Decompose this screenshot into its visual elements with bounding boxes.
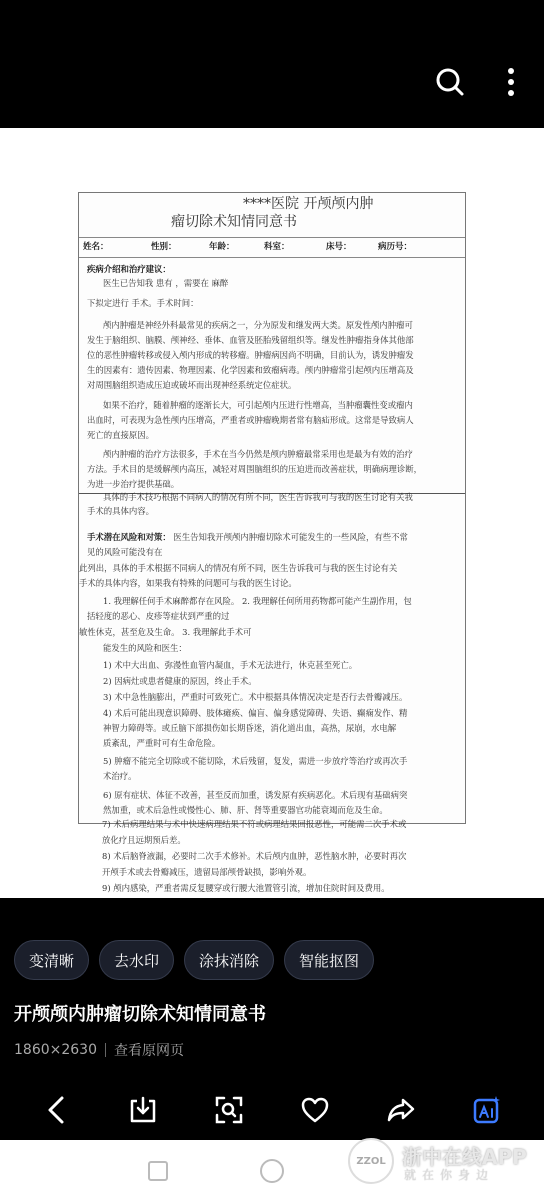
risk-item: 4) 术后可能出现意识障碍、肢体瘫痪、偏盲、偏身感觉障碍、失语、癫痫发作、精	[103, 708, 408, 718]
doc-line: 如果不治疗，随着肿瘤的逐渐长大，可引起颅内压进行性增高，当肿瘤囊性变或瘤内	[103, 400, 413, 410]
risk-item: 2) 因病灶或患者健康的原因，终止手术。	[103, 676, 257, 686]
divider	[79, 257, 465, 258]
risk-item: 然加重，或术后急性或慢性心、肺、肝、肾等重要器官功能衰竭而危及生命。	[103, 805, 388, 815]
recent-apps-icon[interactable]	[148, 1161, 168, 1181]
risk-item: 质紊乱，严重时可有生命危险。	[103, 738, 221, 748]
back-icon[interactable]	[37, 1090, 77, 1130]
remove-watermark-button[interactable]: 去水印	[99, 940, 174, 980]
image-actions	[14, 940, 374, 980]
watermark-slogan: 就在你身边	[404, 1168, 495, 1182]
field-age: 年龄：	[209, 242, 235, 252]
divider	[79, 237, 465, 238]
doc-line: 括轻度的恶心、皮疹等症状到严重的过	[87, 611, 230, 621]
doc-line: 此列出，具体的手术根据不同病人的情况有所不同，医生告诉我可与我的医生讨论有关	[79, 563, 398, 573]
home-icon[interactable]	[260, 1159, 284, 1183]
enhance-button[interactable]: 变清晰	[14, 940, 89, 980]
heart-icon[interactable]	[295, 1090, 335, 1130]
risk-item: 放化疗且远期预后差。	[102, 835, 186, 845]
download-icon[interactable]	[123, 1090, 163, 1130]
search-icon[interactable]	[430, 62, 470, 102]
doc-line: 能发生的风险和医生：	[103, 643, 187, 653]
doc-title-line2: 瘤切除术知情同意书	[171, 214, 297, 230]
doc-line: 死亡的直接原因。	[87, 430, 154, 440]
doc-line: 对周围脑组织造成压迫或破坏而出现神经系统定位症状。	[87, 380, 297, 390]
image-preview[interactable]	[0, 128, 544, 898]
doc-title-line1: ****医院 开颅颅内肿	[243, 196, 374, 212]
risk-item: 6) 原有症状、体征不改善，甚至反而加重，诱发原有疾病恶化。术后现有基础病突	[103, 790, 408, 800]
doc-line: 位的恶性肿瘤转移或侵入颅内形成的转移瘤。肿瘤病因尚不明确，目前认为，诱发肿瘤发	[87, 350, 414, 360]
risk-item: 1) 术中大出血、弥漫性血管内凝血，手术无法进行，休克甚至死亡。	[103, 660, 358, 670]
risk-item: 7) 术后病理结果与术中快速病理结果不符或病理结果回报恶性，可能需二次手术或	[102, 819, 407, 829]
top-bar	[0, 0, 544, 128]
image-meta	[14, 1040, 184, 1060]
more-vertical-icon[interactable]	[496, 62, 526, 102]
risk-item: 术治疗。	[103, 771, 137, 781]
share-icon[interactable]	[381, 1090, 421, 1130]
doc-line: 手术的具体内容。	[87, 506, 154, 516]
doc-line: 方法。手术目的是缓解颅内高压，减轻对周围脑组织的压迫进而改善症状，明确病理诊断，	[87, 464, 422, 474]
doc-line: 下拟定进行 手术。手术时间：	[87, 298, 199, 308]
risk-item: 5) 肿瘤不能完全切除或不能切除，术后残留，复发，需进一步放疗等治疗或再次手	[103, 756, 408, 766]
risk-item: 3) 术中急性脑膨出，严重时可致死亡。术中根据具体情况决定是否行去骨瓣减压。	[103, 692, 408, 702]
image-size: 1860×2630	[14, 1042, 97, 1058]
ai-image-icon[interactable]	[467, 1090, 507, 1130]
doc-line: 颅内肿瘤是神经外科最常见的疾病之一，分为原发和继发两大类。原发性颅内肿瘤可	[103, 320, 413, 330]
view-source-link[interactable]: 查看原网页	[114, 1043, 184, 1059]
section2-heading: 手术潜在风险和对策：	[87, 532, 171, 542]
section1-heading: 疾病介绍和治疗建议：	[87, 264, 171, 274]
doc-line: 见的风险可能没有在	[87, 547, 163, 557]
doc-line: 敏性休克，甚至危及生命。 3. 我理解此手术可	[79, 627, 252, 637]
separator	[105, 1043, 106, 1057]
doc-line: 发生于脑组织、脑膜、颅神经、垂体、血管及胚胎残留组织等。继发性肿瘤指身体其他部	[87, 335, 414, 345]
patient-fields	[83, 240, 461, 254]
scan-icon[interactable]	[209, 1090, 249, 1130]
field-bed: 床号：	[326, 242, 352, 252]
field-record: 病历号：	[378, 242, 413, 252]
risk-item: 8) 术后脑脊液漏，必要时二次手术修补。术后颅内血肿，恶性脑水肿，必要时再次	[102, 851, 407, 861]
section2-intro: 医生告知我开颅颅内肿瘤切除术可能发生的一些风险，有些不常	[173, 532, 408, 542]
watermark-name: 浙中在线APP	[402, 1145, 527, 1169]
smear-erase-button[interactable]: 涂抹消除	[184, 940, 274, 980]
smart-cutout-button[interactable]: 智能抠图	[284, 940, 374, 980]
image-title: 开颅颅内肿瘤切除术知情同意书	[14, 1004, 266, 1025]
doc-line: 具体的手术技巧根据不同病人的情况有所不同，医生告诉我可与我的医生讨论有关我	[103, 492, 413, 502]
field-gender: 性别：	[151, 242, 177, 252]
doc-line: 出血时，可表现为急性颅内压增高，严重者或肿瘤晚期者常有脑疝形成。这常是导致病人	[87, 415, 414, 425]
doc-line: 为进一步治疗提供基础。	[87, 479, 180, 489]
field-dept: 科室：	[264, 242, 290, 252]
watermark-logo: ZZOL	[348, 1138, 394, 1184]
section2-line	[87, 531, 457, 543]
consent-document	[78, 192, 466, 824]
doc-line: 颅内肿瘤的治疗方法很多，手术在当今仍然是颅内肿瘤最常采用也是最为有效的治疗	[103, 449, 413, 459]
risk-item: 9) 颅内感染，严重者需反复腰穿或行腰大池置管引流，增加住院时间及费用。	[102, 883, 390, 893]
doc-line: 手术的具体内容，如果我有特殊的问题可与我的医生讨论。	[79, 578, 297, 588]
doc-line: 生的因素有：遗传因素、物理因素、化学因素和致瘤病毒。颅内肿瘤常引起颅内压增高及	[87, 365, 414, 375]
doc-line: 医生已告知我 患有 ，需要在 麻醉	[103, 278, 229, 288]
bottom-toolbar	[0, 1080, 544, 1140]
risk-item: 开颅手术或去骨瓣减压，遗留局部颅骨缺损，影响外观。	[102, 867, 312, 877]
doc-line: 1. 我理解任何手术麻醉都存在风险。 2. 我理解任何所用药物都可能产生副作用，包	[103, 596, 412, 606]
risk-item: 神智力障碍等。或丘脑下部损伤如长期昏迷，消化道出血，高热，尿崩，水电解	[103, 723, 397, 733]
field-name: 姓名：	[83, 242, 109, 252]
